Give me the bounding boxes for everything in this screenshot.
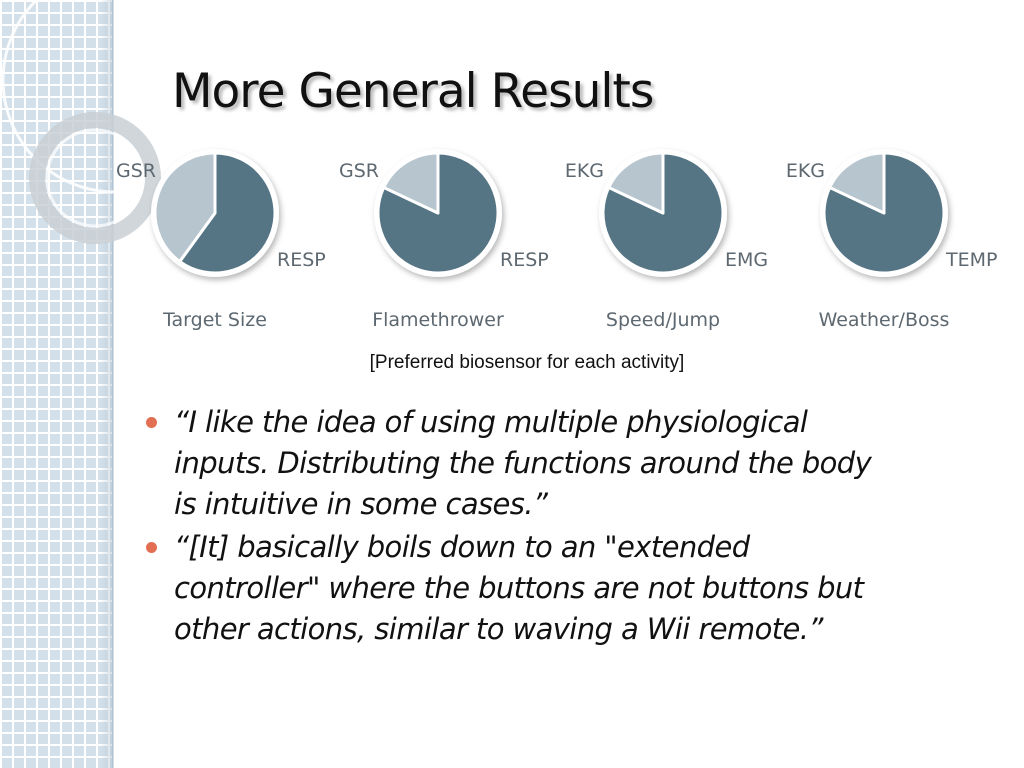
pie-chart-2 — [339, 149, 549, 331]
side-panel-shadow — [100, 0, 114, 768]
bullet-dot-icon — [146, 542, 157, 553]
pie-label-ekg: EKG — [564, 160, 604, 182]
slide-title: More General Results — [172, 64, 654, 119]
pie-label-resp: RESP — [500, 249, 549, 271]
pie-label-emg: EMG — [725, 249, 769, 271]
quote-list — [140, 402, 900, 652]
pie-title: Speed/Jump — [605, 309, 721, 331]
pie-chart-4 — [786, 149, 998, 331]
pie-title: Weather/Boss — [818, 309, 950, 331]
pie-label-gsr: GSR — [116, 160, 156, 182]
pie-label-ekg: EKG — [785, 160, 825, 182]
quote-text-1: “I like the idea of using multiple physiological inputs. Distributing the functions around the body is intuitive in some cases.” — [174, 405, 872, 521]
pie-label-temp: TEMP — [946, 249, 998, 271]
quote-bullet-2 — [140, 527, 900, 650]
bullet-dot-icon — [146, 417, 157, 428]
pie-chart-3 — [565, 149, 768, 331]
pie-charts — [112, 140, 1012, 340]
quote-text-2: “[It] basically boils down to an "extended controller" where the buttons are not buttons but other actions, similar to waving a Wii remote.” — [174, 530, 864, 646]
pie-title: Flamethrower — [372, 309, 504, 331]
pie-label-resp: RESP — [277, 249, 326, 271]
pie-label-gsr: GSR — [339, 160, 379, 182]
pie-chart-1 — [116, 149, 326, 331]
pie-title: Target Size — [163, 309, 267, 331]
chart-caption: [Preferred biosensor for each activity] — [369, 352, 685, 373]
side-grid-panel — [0, 0, 113, 768]
quote-bullet-1 — [140, 402, 900, 525]
